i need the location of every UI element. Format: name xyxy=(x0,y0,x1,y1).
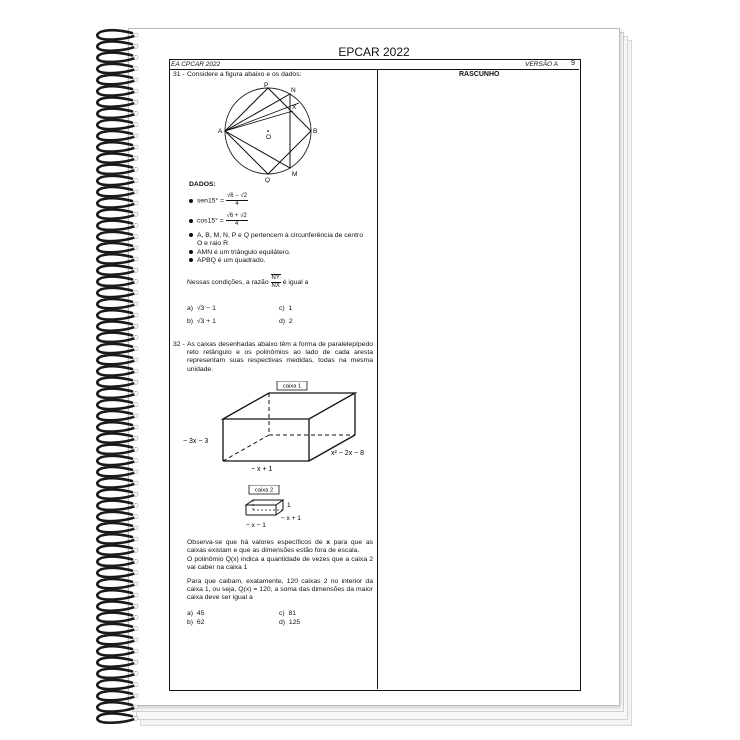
bullet4-text: AMN é um triângulo equilátero. xyxy=(197,249,291,256)
bullet5-text: APBQ é um quadrado. xyxy=(197,257,266,264)
binding-hole xyxy=(134,705,138,709)
option-letter: d) xyxy=(279,318,286,325)
q32-polynomial: O polinômio Q(x) indica a quantidade de vezes que a caixa 2 vai caber na caixa 1 xyxy=(187,556,373,572)
binding-hole xyxy=(134,134,138,138)
spiral-coil xyxy=(97,333,134,342)
spiral-coil xyxy=(97,389,134,398)
spiral-coil xyxy=(97,478,134,487)
sen15-label: sen15° = xyxy=(197,197,225,205)
binding-hole xyxy=(134,604,138,608)
bullet-cos15 xyxy=(189,213,248,228)
spiral-coil xyxy=(97,30,134,39)
binding-hole xyxy=(134,649,138,653)
binding-hole xyxy=(134,436,138,440)
box1-depth-label: x² − 2x − 8 xyxy=(331,450,365,457)
spiral-coil xyxy=(97,366,134,375)
spiral-coil xyxy=(97,344,134,353)
binding-hole xyxy=(134,167,138,171)
spiral-coil xyxy=(97,702,134,711)
spiral-coil xyxy=(97,601,134,610)
bullet-triangle xyxy=(189,249,291,257)
option-text: 2 xyxy=(288,318,293,325)
binding-hole xyxy=(134,403,138,407)
spiral-coil xyxy=(97,64,134,73)
spiral-coil xyxy=(97,243,134,252)
box1-figure xyxy=(181,381,377,473)
spiral-coil xyxy=(97,411,134,420)
bullet-dot xyxy=(189,219,193,223)
spiral-coil xyxy=(97,310,134,319)
spiral-coil xyxy=(97,624,134,633)
option-letter: a) xyxy=(187,610,194,617)
ratio-denominator: NX xyxy=(271,283,280,289)
spiral-coil xyxy=(97,209,134,218)
spiral-coil xyxy=(97,109,134,118)
binding-hole xyxy=(134,481,138,485)
binding-hole xyxy=(134,44,138,48)
ratio-fraction xyxy=(271,274,281,290)
binding-hole xyxy=(134,492,138,496)
spiral-coil xyxy=(97,613,134,622)
q32-question: Para que caibam, exatamente, 120 caixas 2 no interior da caixa 1, ou seja, Q(x) = 120, a soma das dimensões da maior caixa deve ser igual a xyxy=(187,578,373,602)
bullet-square xyxy=(189,257,265,265)
spiral-coil xyxy=(97,590,134,599)
spiral-coil xyxy=(97,433,134,442)
binding-hole xyxy=(134,414,138,418)
bullet3-line1: A, B, M, N, P e Q pertencem à circunferência de centro xyxy=(197,232,364,239)
binding-hole xyxy=(134,716,138,720)
option-letter: d) xyxy=(279,619,286,626)
bullet-sen15 xyxy=(189,193,248,208)
spiral-coil xyxy=(97,75,134,84)
binding-hole xyxy=(134,671,138,675)
q31-conditions xyxy=(187,274,308,290)
box2-depth-label: − x + 1 xyxy=(281,515,301,522)
binding-hole xyxy=(134,235,138,239)
binding-hole xyxy=(134,78,138,82)
box2-label: caixa 2 xyxy=(254,487,274,494)
cos15-denominator: 4 xyxy=(234,221,239,227)
dados-label: DADOS: xyxy=(189,181,216,188)
cos15-fraction xyxy=(226,213,248,228)
rascunho-heading: RASCUNHO xyxy=(459,71,500,78)
q31-option-a xyxy=(187,305,216,313)
header-exam-name: EA CPCAR 2022 xyxy=(171,61,221,68)
binding-hole xyxy=(134,257,138,261)
binding-hole xyxy=(134,548,138,552)
binding-hole xyxy=(134,694,138,698)
binding-hole xyxy=(134,111,138,115)
spiral-coil xyxy=(97,579,134,588)
binding-hole xyxy=(134,526,138,530)
spiral-binding xyxy=(88,24,158,724)
q32-observe xyxy=(187,539,373,555)
binding-hole xyxy=(134,571,138,575)
conditions-pre: Nessas condições, a razão xyxy=(187,278,269,286)
binding-hole xyxy=(134,515,138,519)
spiral-coil xyxy=(97,277,134,286)
q32-intro: As caixas desenhadas abaixo têm a forma de paralelepípedo reto retângulo e os polinômios ao lado de cada aresta representam suas respectivas medidas, todas na mesma unidade. xyxy=(187,341,373,373)
label-A: A xyxy=(218,128,223,135)
binding-hole xyxy=(134,55,138,59)
box1-height-label: − 3x − 3 xyxy=(183,438,209,445)
box1-label: caixa 1 xyxy=(282,383,302,390)
label-O: O xyxy=(266,134,272,141)
label-M: M xyxy=(292,171,298,178)
spiral-coil xyxy=(97,53,134,62)
sen15-denominator: 4 xyxy=(235,201,239,207)
binding-hole xyxy=(134,33,138,37)
binding-hole xyxy=(134,503,138,507)
spiral-coil xyxy=(97,422,134,431)
exam-page xyxy=(128,28,620,706)
ratio-numerator: NY xyxy=(271,275,280,281)
spiral-coil xyxy=(97,165,134,174)
bullet3-line2: O e raio R xyxy=(197,240,228,247)
binding-hole xyxy=(134,123,138,127)
bullet-circle-points xyxy=(189,232,363,240)
q31-option-d xyxy=(279,318,293,326)
spiral-coil xyxy=(97,691,134,700)
spiral-coil xyxy=(97,221,134,230)
column-divider xyxy=(377,69,378,689)
binding-hole xyxy=(134,358,138,362)
binding-hole xyxy=(134,190,138,194)
option-text: 125 xyxy=(288,619,301,626)
spiral-coil xyxy=(97,467,134,476)
spiral-coil xyxy=(97,142,134,151)
binding-hole xyxy=(134,369,138,373)
spiral-coil xyxy=(97,680,134,689)
box2-height-label: 1 xyxy=(287,502,291,509)
binding-hole xyxy=(134,223,138,227)
sen15-fraction xyxy=(226,193,248,208)
spiral-coil xyxy=(97,232,134,241)
conditions-post: é igual a xyxy=(282,278,309,286)
label-N: N xyxy=(291,87,296,94)
spiral-coil xyxy=(97,501,134,510)
spiral-coil xyxy=(97,456,134,465)
binding-hole xyxy=(134,279,138,283)
binding-hole xyxy=(134,593,138,597)
spiral-coil xyxy=(97,568,134,577)
binding-hole xyxy=(134,145,138,149)
spiral-coil xyxy=(97,176,134,185)
box1-width-label: − x + 1 xyxy=(251,466,273,473)
binding-hole xyxy=(134,627,138,631)
spiral-coil xyxy=(97,321,134,330)
q31-number: 31 - xyxy=(173,71,185,78)
spiral-coil xyxy=(97,355,134,364)
binding-hole xyxy=(134,459,138,463)
spiral-coil xyxy=(97,445,134,454)
spiral-coil xyxy=(97,377,134,386)
label-X: X xyxy=(292,104,297,111)
page-title: EPCAR 2022 xyxy=(338,45,410,59)
spiral-coil xyxy=(97,288,134,297)
spiral-coil xyxy=(97,299,134,308)
option-letter: b) xyxy=(187,318,194,325)
spiral-coil xyxy=(97,187,134,196)
spiral-coil xyxy=(97,635,134,644)
sen15-numerator: √6 − √2 xyxy=(227,193,248,199)
binding-hole xyxy=(134,335,138,339)
binding-hole xyxy=(134,638,138,642)
q31-circle-figure xyxy=(213,79,333,183)
spiral-coil xyxy=(97,545,134,554)
option-letter: a) xyxy=(187,305,194,312)
spiral-coil xyxy=(97,86,134,95)
spiral-coil xyxy=(97,669,134,678)
q32-option-b xyxy=(187,619,204,627)
spiral-coil xyxy=(97,153,134,162)
binding-hole xyxy=(134,391,138,395)
binding-hole xyxy=(134,347,138,351)
option-text: 62 xyxy=(196,619,205,626)
label-Q: Q xyxy=(265,177,271,183)
header-version: VERSÃO A xyxy=(525,61,558,68)
binding-hole xyxy=(134,100,138,104)
spiral-coil xyxy=(97,198,134,207)
option-letter: b) xyxy=(187,619,194,626)
spiral-coil xyxy=(97,120,134,129)
binding-hole xyxy=(134,302,138,306)
option-letter: c) xyxy=(279,305,285,312)
binding-hole xyxy=(134,179,138,183)
q32-option-c xyxy=(279,610,296,618)
header-rule xyxy=(169,69,579,70)
q31-option-b xyxy=(187,318,216,326)
spiral-coil xyxy=(97,41,134,50)
binding-hole xyxy=(134,212,138,216)
spiral-coil xyxy=(97,557,134,566)
binding-hole xyxy=(134,425,138,429)
label-B: B xyxy=(313,128,318,135)
binding-hole xyxy=(134,582,138,586)
spiral-coil xyxy=(97,657,134,666)
spiral-coil xyxy=(97,400,134,409)
bullet-dot xyxy=(189,233,193,237)
box2-width-label: − x − 1 xyxy=(246,522,266,529)
binding-hole xyxy=(134,470,138,474)
binding-hole xyxy=(134,268,138,272)
page-number: 9 xyxy=(571,60,575,67)
binding-hole xyxy=(134,660,138,664)
bullet-dot xyxy=(189,258,193,262)
spiral-coil xyxy=(97,713,134,722)
option-text: √3 − 1 xyxy=(196,305,216,312)
binding-hole xyxy=(134,201,138,205)
observe-variable: x xyxy=(326,539,331,546)
option-text: √3 + 1 xyxy=(196,318,216,325)
spiral-coil xyxy=(97,97,134,106)
spiral-coil xyxy=(97,254,134,263)
binding-hole xyxy=(134,324,138,328)
binding-hole xyxy=(134,291,138,295)
binding-hole xyxy=(134,89,138,93)
spiral-coil xyxy=(97,489,134,498)
binding-hole xyxy=(134,447,138,451)
spiral-coil xyxy=(97,512,134,521)
binding-hole xyxy=(134,615,138,619)
q31-option-c xyxy=(279,305,292,313)
box2-figure xyxy=(241,485,321,531)
binding-hole xyxy=(134,683,138,687)
binding-hole xyxy=(134,246,138,250)
binding-hole xyxy=(134,380,138,384)
binding-hole xyxy=(134,313,138,317)
cos15-label: cos15° = xyxy=(197,217,224,225)
spiral-coil xyxy=(97,523,134,532)
q32-number: 32 - xyxy=(173,341,185,348)
binding-hole xyxy=(134,67,138,71)
option-text: 45 xyxy=(196,610,205,617)
q31-prompt: Considere a figura abaixo e os dados: xyxy=(187,71,302,78)
spiral-coil xyxy=(97,131,134,140)
q32-option-d xyxy=(279,619,300,627)
binding-hole xyxy=(134,537,138,541)
option-text: 81 xyxy=(288,610,297,617)
observe-pre: Observa-se que há valores específicos de xyxy=(187,539,323,546)
spiral-coil xyxy=(97,265,134,274)
spiral-coil xyxy=(97,534,134,543)
option-letter: c) xyxy=(279,610,285,617)
binding-hole xyxy=(134,156,138,160)
q32-option-a xyxy=(187,610,204,618)
binding-hole xyxy=(134,559,138,563)
bullet-dot xyxy=(189,199,193,203)
cos15-numerator: √6 + √2 xyxy=(226,213,247,219)
bullet-dot xyxy=(189,250,193,254)
label-P: P xyxy=(264,82,269,89)
spiral-coil xyxy=(97,646,134,655)
option-text: 1 xyxy=(288,305,293,312)
observe-post: para que as caixas existam e que as dimensões estão fora de escala. xyxy=(187,539,374,555)
